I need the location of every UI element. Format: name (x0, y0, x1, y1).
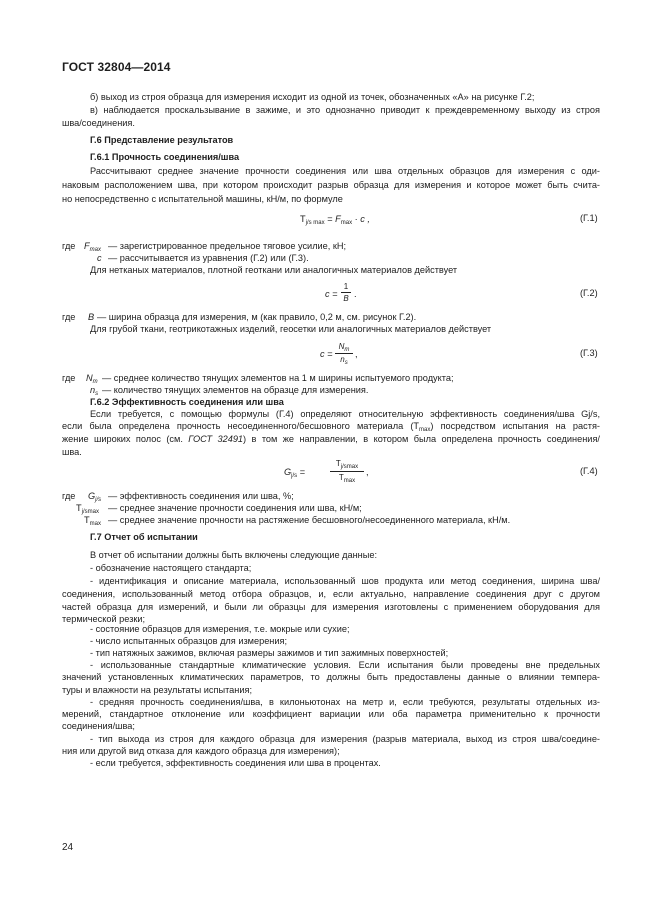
list-item-v: в) наблюдается проскальзывание в зажиме, и это однозначно приводит к преждевременному выходу из строя (90, 105, 600, 115)
document-header: ГОСТ 32804—2014 (62, 60, 171, 74)
section-heading-g61: Г.6.1 Прочность соединения/шва (90, 152, 240, 162)
paragraph-line: но непосредственно с испытательной машины, кН/м, по формуле (62, 194, 343, 204)
fraction-denominator: $n_s$ (340, 355, 348, 366)
paragraph-line: Для нетканых материалов, плотной геоткани или аналогичных материалов действует (90, 265, 458, 275)
fraction-denominator: $T_{max}$ (338, 473, 356, 484)
section-heading-g7: Г.7 Отчет об испытании (90, 532, 198, 542)
formula-punct: , (366, 467, 369, 477)
report-item-cont: значений установленных климатических параметров, то должны быть предоставлены данные о влиянии темпера- (62, 672, 600, 682)
paragraph-line: Рассчитывают среднее значение прочности соединения или шва отдельных образцов для измерения с оди- (90, 166, 600, 176)
paragraph-line: если была определена прочность несоединенного/бесшовного материала $(T_{max})$ посредством испытания на растя- (62, 421, 600, 433)
fraction-bar (330, 471, 364, 472)
report-item: - средняя прочность соединения/шва, в килоньютонах на метр и, если требуются, результаты отдельных из- (90, 697, 600, 707)
report-item: - тип выхода из строя для каждого образца для измерения (разрыв материала, выход из строя шва/соедине- (90, 734, 600, 744)
formula-g3: c = (320, 349, 333, 359)
symbol: $F_{max}$ (84, 241, 101, 253)
symbol: $n_s$ (90, 385, 99, 397)
section-heading-g6: Г.6 Представление результатов (90, 135, 234, 145)
symbol-definition: — среднее значение прочности на растяжение бесшовного/несоединенного материала, кН/м. (108, 515, 511, 525)
symbol-definition: — среднее значение прочности соединения или шва, кН/м; (108, 503, 362, 513)
symbol-definition: — ширина образца для измерения, м (как правило, 0,2 м, см. рисунок Г.2). (97, 312, 417, 322)
symbol: $T_{max}$ (84, 515, 101, 527)
paragraph-line: наковым расположением шва, при котором происходит разрыв образца для измерения и которое может быть счита- (62, 180, 600, 190)
symbol-definition: — рассчитывается из уравнения (Г.2) или (Г.3). (108, 253, 309, 263)
formula-punct: , (355, 349, 358, 359)
formula-number: (Г.2) (580, 288, 598, 298)
symbol-definition: — зарегистрированное предельное тяговое усилие, кН; (108, 241, 347, 251)
formula-number: (Г.3) (580, 348, 598, 358)
formula-g2: c = (325, 289, 338, 299)
symbol-definition: — среднее количество тянущих элементов на 1 м ширины испытуемого продукта; (102, 373, 454, 383)
formula-punct: . (354, 289, 357, 299)
report-item-cont: соединения, использованный метод отбора образцов, и, если актуально, направление соединения друг с другом (62, 589, 600, 599)
where-label: где (62, 312, 76, 322)
list-item-v-cont: шва/соединения. (62, 118, 135, 128)
list-item-b: б) выход из строя образца для измерения исходит из одной из точек, обозначенных «А» на рисунке Г.2; (90, 92, 535, 102)
report-item: - обозначение настоящего стандарта; (90, 563, 252, 573)
symbol: $G_{j/s}$ (88, 491, 102, 503)
symbol: c (97, 253, 102, 263)
paragraph-line: шва. (62, 447, 82, 457)
symbol-definition: — эффективность соединения или шва, %; (108, 491, 294, 501)
report-item-cont: частей образца для измерений, и были ли образцы для измерения изготовлены с применением оборудования для (62, 602, 600, 612)
fraction-bar (341, 292, 351, 293)
paragraph-line: жение широких полос (см. ГОСТ 32491) в том же направлении, в котором была определена прочность соединения/ (62, 434, 600, 444)
page-number: 24 (62, 842, 74, 853)
report-item: - если требуется, эффективность соединения или шва в процентах. (90, 758, 381, 768)
report-item-cont: термической резки; (62, 614, 146, 624)
formula-g4: $G_{j/s}$ = (284, 467, 306, 479)
report-item-cont: мерений, стандартное отклонение или коэффициент вариации или оба параметра применительно к прочности (62, 709, 600, 719)
report-item: - тип натяжных зажимов, включая размеры зажимов и тип зажимных поверхностей; (90, 648, 449, 658)
fraction-bar (335, 353, 353, 354)
symbol: $N_m$ (86, 373, 98, 385)
symbol: B (88, 312, 95, 322)
report-item: - идентификация и описание материала, использованный шов продукта или метод соединения, ширина шва/ (90, 576, 600, 586)
fraction-numerator: $T_{j/smax}$ (335, 459, 359, 470)
where-label: где (62, 373, 76, 383)
fraction-denominator: B (343, 294, 349, 303)
where-label: где (62, 241, 76, 251)
report-item: - использованные стандартные климатические условия. Если испытания были проведены вне предельных (90, 660, 600, 670)
fraction-numerator: 1 (343, 282, 349, 291)
section-heading-g62: Г.6.2 Эффективность соединения или шва (90, 397, 284, 407)
fraction-numerator: $N_m$ (338, 342, 350, 353)
report-item-cont: ния или другой вид отказа для каждого образца для измерения); (62, 746, 340, 756)
paragraph-line: Если требуется, с помощью формулы (Г.4) определяют относительную эффективность соединения/шва Gj/s, (90, 409, 600, 419)
formula-number: (Г.1) (580, 213, 598, 223)
where-label: где (62, 491, 76, 501)
report-item: - число испытанных образцов для измерения; (90, 636, 288, 646)
report-item-cont: туры и влажности на результаты испытания; (62, 685, 253, 695)
formula-g1: $T_{j/s max} = F_{max} \cdot c$ , (300, 214, 370, 226)
report-item: - состояние образцов для измерения, т.е. мокрые или сухие; (90, 624, 350, 634)
report-intro: В отчет об испытании должны быть включены следующие данные: (90, 550, 378, 560)
symbol-definition: — количество тянущих элементов на образце для измерения. (102, 385, 369, 395)
formula-number: (Г.4) (580, 466, 598, 476)
report-item-cont: соединения/шва; (62, 721, 135, 731)
symbol: $T_{j/smax}$ (76, 503, 99, 515)
paragraph-line: Для грубой ткани, геотрикотажных изделий, геосетки или аналогичных материалов действует (90, 324, 492, 334)
